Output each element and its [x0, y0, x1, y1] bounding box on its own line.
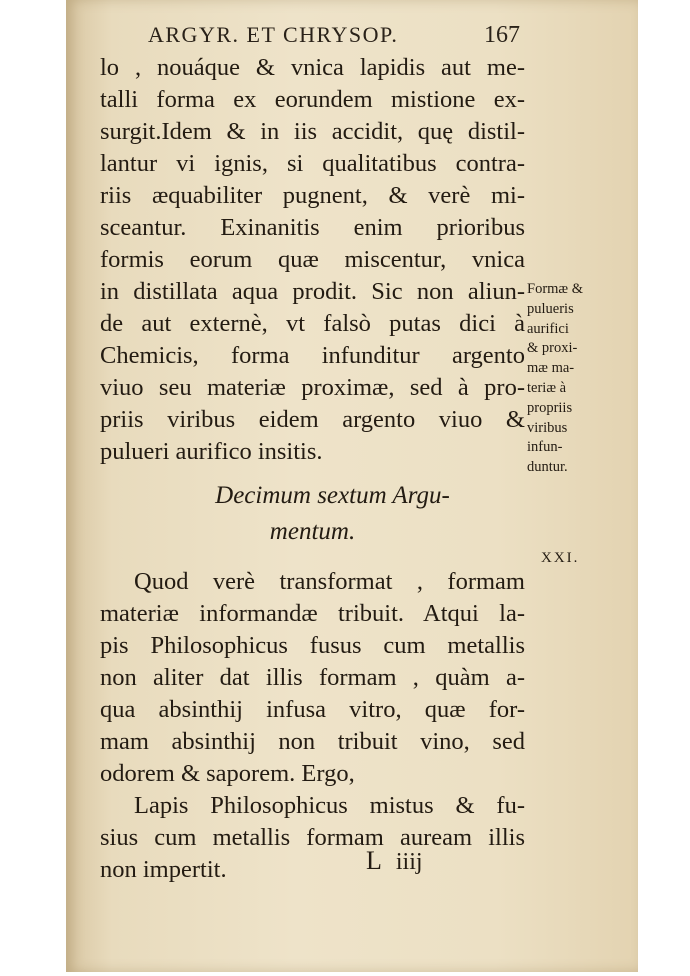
text-line: sceantur. Exinanitis enim prioribus [100, 214, 525, 241]
text-line: lo , nouáque & vnica lapidis aut me- [100, 54, 525, 81]
section-heading: Decimum sextum Argu- [215, 482, 450, 509]
marginal-note-line: pulueris [527, 300, 574, 317]
text-line: pis Philosophicus fusus cum metallis [100, 632, 525, 659]
text-line: formis eorum quæ miscentur, vnica [100, 246, 525, 273]
text-line: lantur vi ignis, si qualitatibus contra- [100, 150, 525, 177]
marginal-note-line: mæ ma- [527, 360, 575, 377]
marginal-note [527, 280, 607, 478]
text-line: non impertit. [100, 856, 227, 883]
text-line: in distillata aqua prodit. Sic non aliun- [100, 278, 525, 305]
text-line: materiæ informandæ tribuit. Atqui la- [100, 600, 525, 627]
marginal-note-line: infun- [527, 439, 563, 456]
text-line: pulueri aurifico insitis. [100, 438, 323, 465]
text-line: mam absinthij non tribuit vino, sed [100, 728, 525, 755]
signature-mark [366, 846, 423, 876]
marginal-note-line: & proxi- [527, 340, 578, 357]
text-line: surgit.Idem & in iis accidit, quę distil- [100, 118, 525, 145]
text-line: riis æquabiliter pugnent, & verè mi- [100, 182, 525, 209]
text-line: non aliter dat illis formam , quàm a- [100, 664, 525, 691]
signature-number: iiij [395, 849, 423, 875]
marginal-note-line: aurifici [527, 320, 569, 337]
running-header [148, 22, 520, 49]
text-line: de aut externè, vt falsò putas dici à [100, 310, 525, 337]
text-line: Chemicis, forma infunditur argento [100, 342, 525, 369]
marginal-note-line: teriæ à [527, 379, 567, 396]
argument-number: XXI. [541, 550, 580, 566]
marginal-note-line: propriis [527, 399, 573, 416]
page-number: 167 [484, 22, 520, 48]
text-line: viuo seu materiæ proximæ, sed à pro- [100, 374, 525, 401]
signature-letter: L [366, 846, 382, 875]
marginal-note-line: viribus [527, 419, 568, 436]
text-line: sius cum metallis formam auream illis [100, 824, 525, 851]
text-line: priis viribus eidem argento viuo & [100, 406, 525, 433]
marginal-note-line: duntur. [527, 459, 568, 476]
text-line: Lapis Philosophicus mistus & fu- [134, 792, 525, 819]
text-line: qua absinthij infusa vitro, quæ for- [100, 696, 525, 723]
text-line: talli forma ex eorundem mistione ex- [100, 86, 525, 113]
section-heading-continued: mentum. [269, 518, 356, 545]
running-title: ARGYR. ET CHRYSOP. [148, 22, 399, 47]
text-line: odorem & saporem. Ergo, [100, 760, 355, 787]
marginal-note-line: Formæ & [527, 281, 583, 297]
main-text [100, 52, 525, 886]
text-line: Quod verè transformat , formam [134, 568, 525, 595]
